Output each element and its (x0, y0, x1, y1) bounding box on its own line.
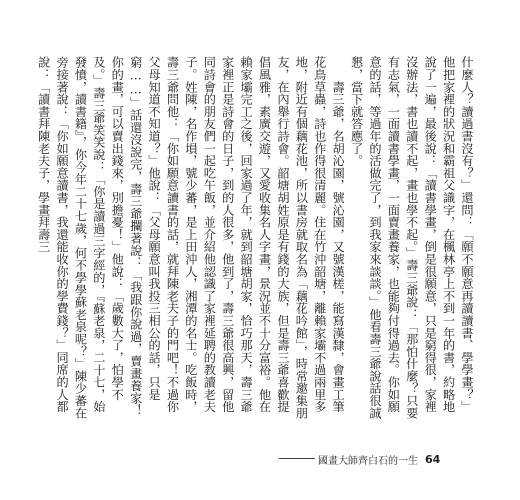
paragraph-1: 什麼人？讀過書沒有？」還問：「願不願意再讀讀書、學學畫？」他把家裡的狀況和霸祖父識字，在楓林亭上不到一年的書，約略地說了一遍，最後說：「讀書學畫，倒是很願意，只是窮得很，家裡沒辦法，書也讀不起，畫也學不起。」壽三爺說：「那怕什麼？只要有志氣，一面讀書學畫，一面賣畫養家，也能夠付得過去。你如願意的話，等過年的活做完了，到我家來談談。」他看壽三爺說話很誠懇，當下就答應了。 (349, 56, 474, 419)
footer-rule (279, 458, 315, 459)
paragraph-2 (34, 56, 347, 424)
body-text (36, 56, 476, 424)
book-title: 國畫大師齊白石的一生 (318, 456, 418, 467)
page-number: 64 (425, 453, 441, 466)
page-footer (318, 452, 440, 467)
paragraph-indent (329, 56, 347, 81)
paragraph-2-text: 壽三爺，名胡沁園，號沁園，又號漢槎，能寫漢隸，會畫工筆花鳥草蟲，詩也作得很清麗。住在竹沖韶塘，離賴家壩不過兩里多地，附近有個藕花池，所以書房就取名為「藕花吟館」，時常邀集朋友，在內舉行詩會。韶塘胡姓原是有錢的大族，但是壽三爺喜歡提倡風雅，素廣交遊，又愛收集名人字畫，景況並不十分富裕。他在賴家壩完工之後，回家過了年，就到韶塘胡家，恰巧那天，壽三爺家裡正是詩會的日子，到的人很多，他到了，壽三爺很高興，留他同詩會的朋友們一起吃午飯，並介紹他認識了家裡延聘的教讀老夫子。姓陳，名作塤，號少蕃，是上田沖人，湘潭的名士。吃飯時，壽三爺問他：「你如願意讀書的話，就拜陳老夫子的門吧！不過你父母知道不知道？」他說：「父母願意叫我投三相公的話，只是窮……」話還沒說完，壽三爺攔著說：「我跟你說過，賣畫養家！你的畫，可以賣出錢來，別擔憂！」他說：「歲數大了，怕學不及。」壽三爺笑笑說：「你是讀過三字經的，『蘇老泉，二十七，始發憤，讀書籍』，你今年二十七歲，何不學學蘇老泉呢？」陳少蕃在旁接著說：「你如願意讀書，我還能收你的學費錢？」同席的人都說：「讀書拜陳老夫子，學畫拜壽三 (36, 56, 346, 419)
